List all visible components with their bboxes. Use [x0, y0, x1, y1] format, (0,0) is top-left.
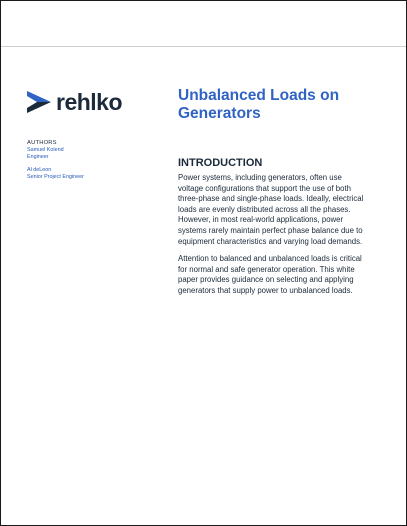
rehlko-logo — [27, 89, 122, 115]
title-line: Generators — [178, 105, 261, 122]
title-line: Unbalanced Loads on — [178, 87, 340, 104]
paragraph-line: for normal and safe generator operation. This white — [178, 264, 355, 274]
paragraph-line: systems rarely maintain perfect phase balance due to — [178, 225, 363, 235]
paragraph-line: equipment characteristics and varying load demands. — [178, 236, 363, 246]
author-role: Senior Project Engineer — [27, 174, 84, 180]
author-role: Engineer — [27, 154, 49, 160]
paragraph-line: paper provides guidance on selecting and applying — [178, 275, 354, 285]
introduction-paragraph-1 — [178, 173, 382, 247]
paragraph-line: Power systems, including generators, often use — [178, 173, 342, 182]
document-title — [178, 87, 378, 123]
paragraph-line: three-phase and single-phase loads. Ideally, electrical — [178, 194, 364, 204]
author-name: Samuel Kolend — [27, 147, 64, 153]
author-entry — [27, 147, 157, 161]
authors-label: AUTHORS — [27, 140, 57, 146]
introduction-paragraph-2 — [178, 254, 382, 296]
paragraph-line: Attention to balanced and unbalanced loads is critical — [178, 254, 362, 263]
introduction-heading: INTRODUCTION — [178, 157, 263, 169]
authors-section — [27, 140, 157, 187]
author-name: Al deLeon — [27, 167, 52, 173]
rehlko-arrow-icon — [27, 91, 51, 113]
paragraph-line: voltage configurations that support the use of both — [178, 183, 351, 193]
paragraph-line: generators that supply power to unbalanced loads. — [178, 285, 353, 295]
top-divider — [1, 46, 406, 47]
logo-wordmark: rehlko — [56, 89, 123, 115]
paragraph-line: loads are evenly distributed across all the phases. — [178, 204, 351, 214]
paragraph-line: However, in most real-world applications, power — [178, 215, 344, 225]
author-entry — [27, 167, 157, 181]
